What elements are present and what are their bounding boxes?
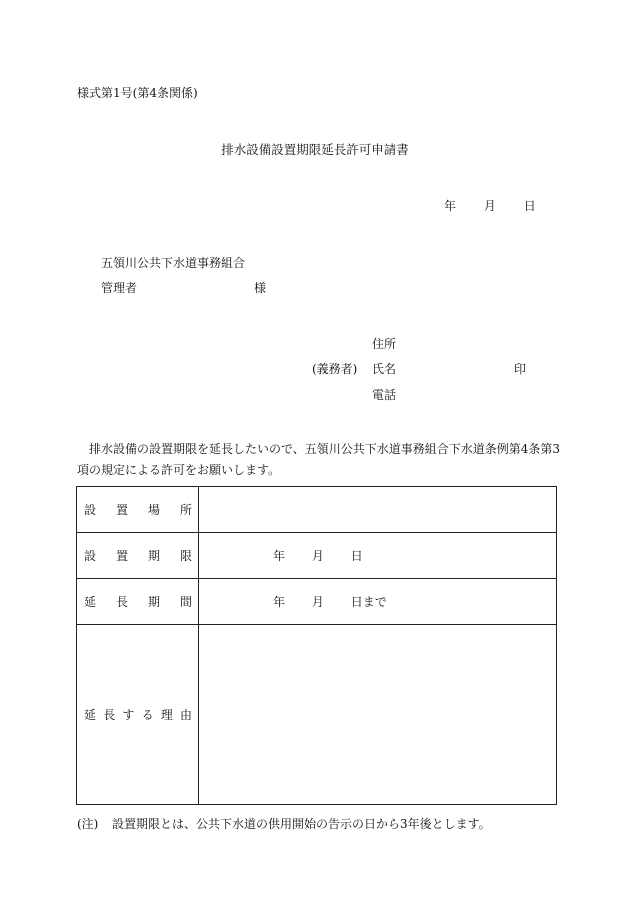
location-label-cell [77, 487, 199, 533]
label-char: 延 [84, 595, 97, 609]
body-text-line-2: 項の規定による許可をお願いします。 [77, 463, 281, 477]
label-char: 限 [179, 549, 192, 563]
day-label: 日 [523, 199, 536, 213]
label-char: 設 [84, 549, 97, 563]
form-number: 様式第1号(第4条関係) [77, 86, 198, 100]
label-char: 設 [84, 503, 97, 517]
table-row-reason [77, 625, 557, 805]
label-char: 長 [103, 708, 116, 722]
addressee-honorific: 様 [254, 281, 267, 295]
deadline-month-label: 月 [311, 549, 324, 563]
deadline-day-label: 日 [350, 549, 363, 563]
note-prefix: (注) [77, 817, 99, 831]
addressee-manager: 管理者 [101, 281, 138, 295]
extension-period-label-cell [77, 579, 199, 625]
document-title: 排水設備設置期限延長許可申請書 [221, 142, 409, 157]
phone-label: 電話 [372, 388, 397, 402]
label-char: 延 [84, 708, 97, 722]
name-label: 氏名 [372, 362, 397, 376]
label-char: る [141, 708, 154, 722]
reason-input-cell[interactable] [199, 625, 557, 805]
label-char: 長 [115, 595, 128, 609]
extension-period-input-cell[interactable] [199, 579, 557, 625]
label-char: 期 [147, 549, 160, 563]
addressee-organization: 五領川公共下水道事務組合 [101, 256, 246, 270]
year-label: 年 [444, 199, 457, 213]
deadline-input-cell[interactable] [199, 533, 557, 579]
label-char: 由 [179, 708, 192, 722]
applicant-role: (義務者) [312, 362, 358, 376]
extension-day-label: 日まで [350, 595, 387, 609]
label-char: 期 [147, 595, 160, 609]
label-char: 理 [160, 708, 173, 722]
table-row-extension-period [77, 579, 557, 625]
label-char: 置 [115, 549, 128, 563]
label-char: 所 [179, 503, 192, 517]
month-label: 月 [483, 199, 496, 213]
label-char: す [122, 708, 135, 722]
label-char: 間 [179, 595, 192, 609]
reason-label-cell [77, 625, 199, 805]
table-row-location [77, 487, 557, 533]
deadline-year-label: 年 [273, 549, 286, 563]
note-text: 設置期限とは、公共下水道の供用開始の告示の日から3年後とします。 [112, 817, 491, 831]
body-text-line-1: 排水設備の設置期限を延長したいので、五領川公共下水道事務組合下水道条例第4条第3 [89, 442, 561, 456]
label-char: 場 [147, 503, 160, 517]
application-form-table [76, 486, 557, 805]
extension-month-label: 月 [311, 595, 324, 609]
location-input-cell[interactable] [199, 487, 557, 533]
table-row-deadline [77, 533, 557, 579]
extension-year-label: 年 [273, 595, 286, 609]
seal-mark: 印 [514, 362, 527, 376]
address-label: 住所 [372, 337, 397, 351]
label-char: 置 [115, 503, 128, 517]
deadline-label-cell [77, 533, 199, 579]
application-date [444, 200, 536, 212]
